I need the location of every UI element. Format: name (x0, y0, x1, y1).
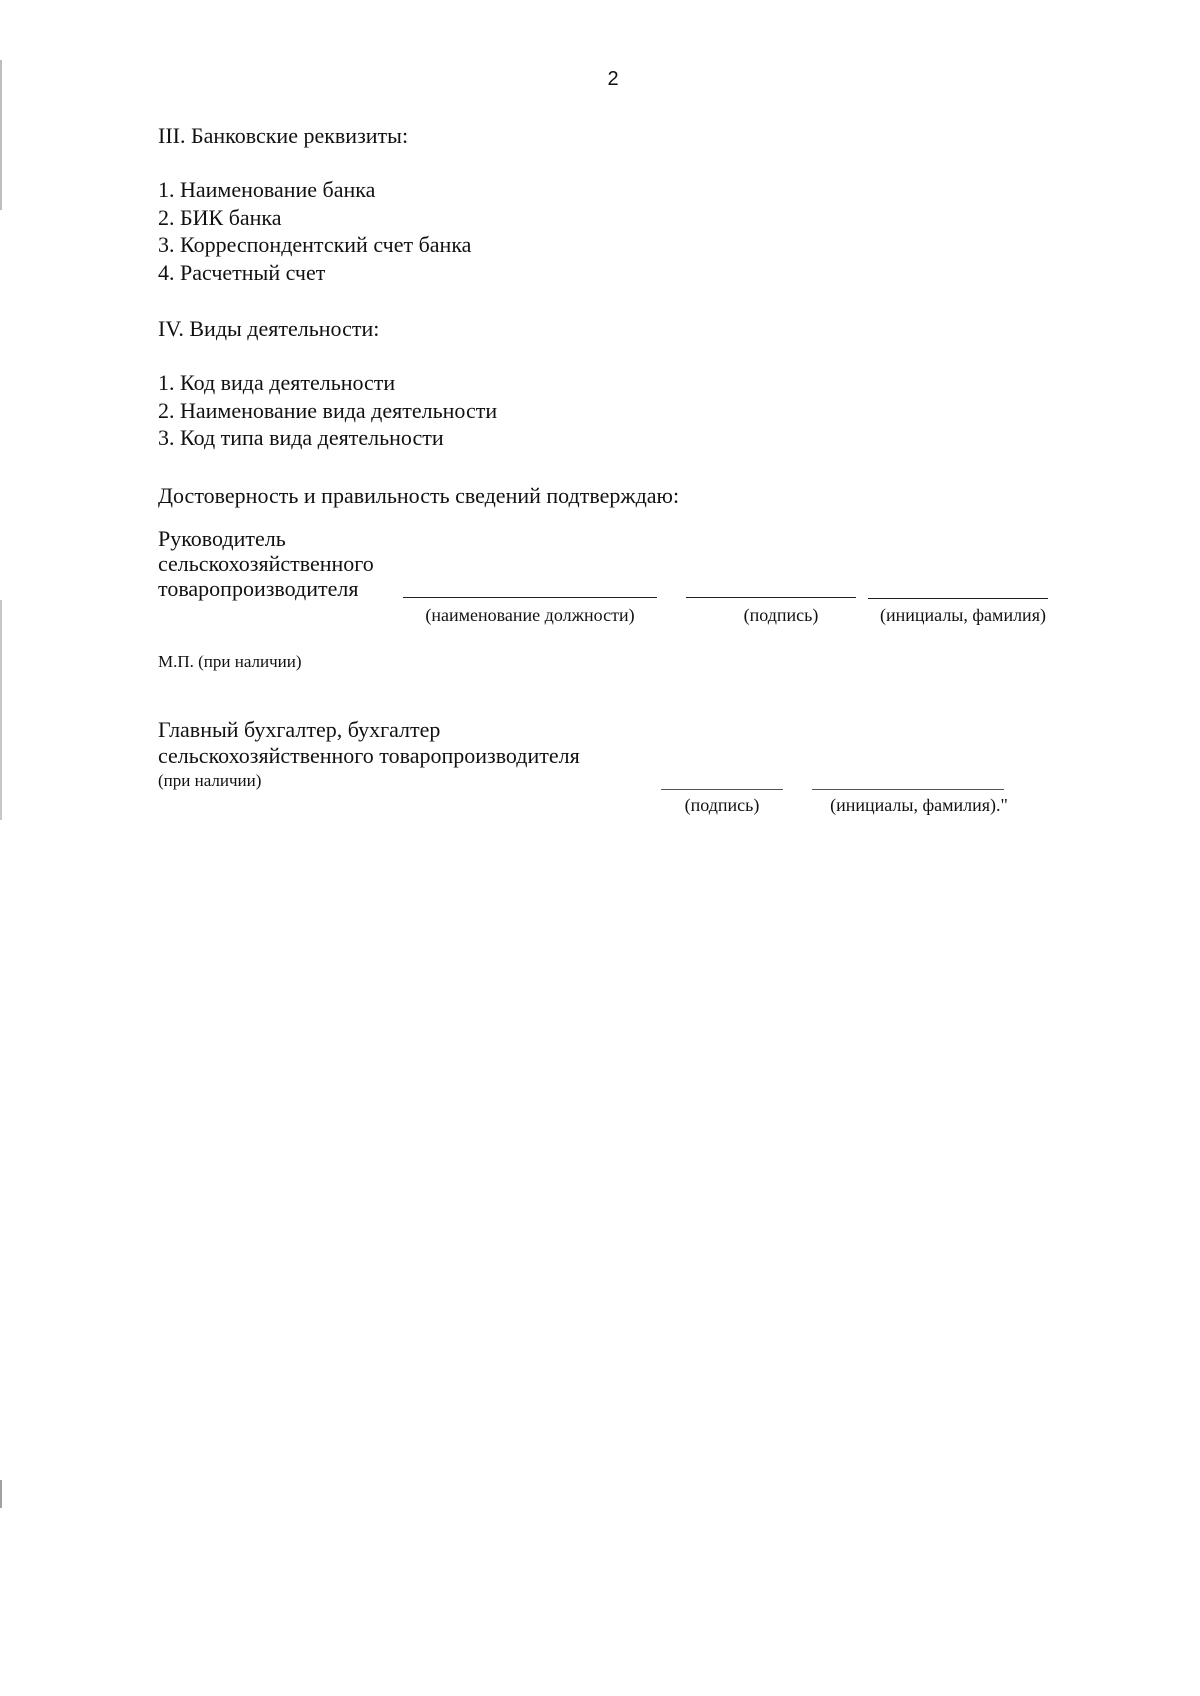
scan-edge-mark (0, 60, 2, 210)
accountant-title-line: Главный бухгалтер, бухгалтер (158, 717, 441, 742)
position-caption: (наименование должности) (425, 605, 635, 625)
accountant-signature-caption: (подпись) (684, 795, 760, 815)
name-signature-line (868, 598, 1048, 599)
accountant-name-caption: (инициалы, фамилия)." (830, 795, 1008, 815)
position-signature-line (403, 597, 657, 598)
section-3-list (158, 176, 471, 286)
list-item: 4. Расчетный счет (158, 259, 326, 285)
list-item: 3. Корреспондентский счет банка (158, 232, 472, 257)
list-item: 3. Код типа вида деятельности (158, 425, 444, 450)
list-item: 2. БИК банка (158, 204, 282, 230)
head-title (158, 526, 374, 601)
signature-caption: (подпись) (743, 605, 819, 625)
list-item: 1. Код вида деятельности (158, 370, 396, 395)
page-number: 2 (607, 68, 619, 90)
section-4-list (158, 369, 497, 452)
accountant-title-line: сельскохозяйственного товаропроизводителя (158, 743, 580, 768)
section-3-heading: III. Банковские реквизиты: (158, 123, 409, 148)
accountant-signature-line (661, 789, 783, 790)
scan-edge-mark (0, 1480, 2, 1508)
accountant-name-line (812, 789, 1004, 790)
head-title-line: товаропроизводителя (158, 576, 359, 601)
section-4-heading: IV. Виды деятельности: (158, 316, 380, 341)
list-item: 2. Наименование вида деятельности (158, 397, 498, 423)
stamp-place-label: М.П. (при наличии) (158, 652, 302, 671)
head-title-line: сельскохозяйственного (158, 551, 374, 576)
signature-line (686, 597, 856, 598)
accountant-note: (при наличии) (158, 771, 262, 790)
name-caption: (инициалы, фамилия) (880, 605, 1046, 625)
list-item: 1. Наименование банка (158, 177, 376, 202)
scan-edge-mark (0, 600, 2, 820)
head-title-line: Руководитель (158, 526, 286, 551)
accountant-title (158, 717, 580, 769)
confirmation-statement: Достоверность и правильность сведений подтверждаю: (158, 483, 680, 508)
